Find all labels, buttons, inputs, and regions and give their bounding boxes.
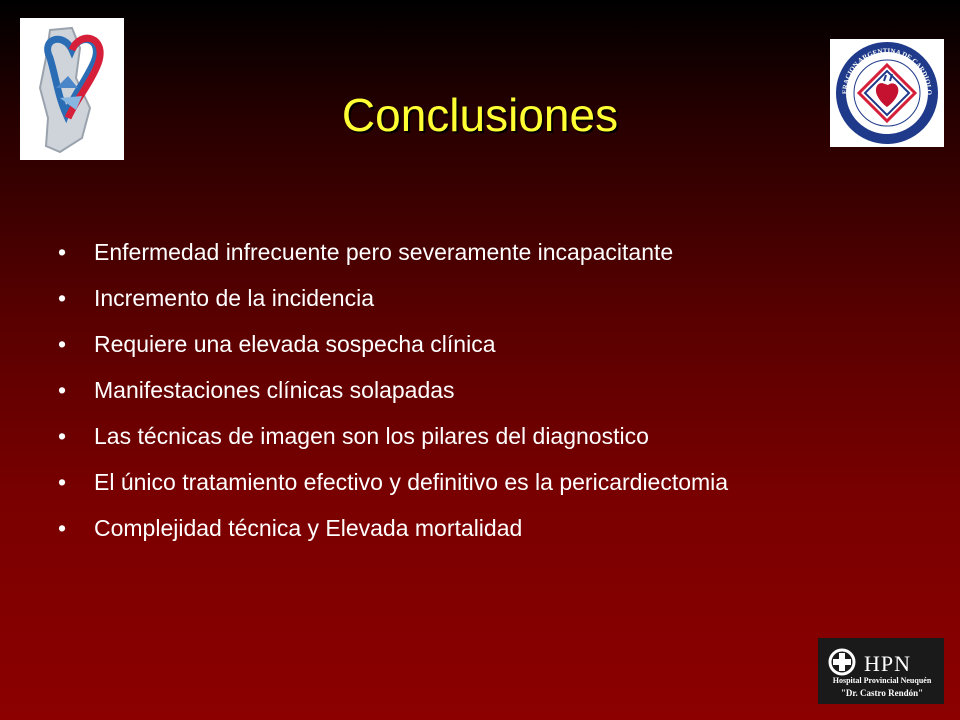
hpn-subtitle-2: "Dr. Castro Rendón" [840, 688, 924, 698]
bullet-symbol: • [58, 285, 67, 311]
slide-title: Conclusiones [341, 89, 619, 141]
bullet-symbol: • [58, 423, 67, 449]
bullet-item [58, 284, 918, 312]
bullet-symbol: • [58, 331, 67, 357]
bullet-item [58, 422, 918, 450]
bullet-symbol: • [58, 515, 67, 541]
bullet-text: Incremento de la incidencia [94, 285, 374, 311]
bullet-item [58, 514, 918, 542]
bullet-symbol: • [58, 377, 67, 403]
bullet-text: Requiere una elevada sospecha clínica [94, 331, 496, 357]
bullet-item [58, 376, 918, 404]
bullet-list [58, 238, 918, 560]
bullet-text: Complejidad técnica y Elevada mortalidad [94, 515, 523, 541]
seal-ring-text: ERACION ARGENTINA DE CARDIOLO [840, 46, 934, 96]
bullet-symbol: • [58, 239, 67, 265]
bullet-text: Manifestaciones clínicas solapadas [94, 377, 455, 403]
bullet-text: Las técnicas de imagen son los pilares del diagnostico [94, 423, 649, 449]
bullet-item [58, 330, 918, 358]
bullet-item [58, 238, 918, 266]
bullet-item [58, 468, 918, 496]
bullet-text: Enfermedad infrecuente pero severamente incapacitante [94, 239, 674, 265]
hpn-title: HPN [864, 651, 912, 676]
bullet-symbol: • [58, 469, 67, 495]
bullet-text: El único tratamiento efectivo y definitivo es la pericardiectomia [94, 469, 729, 495]
hpn-subtitle: Hospital Provincial Neuquén [832, 676, 932, 685]
